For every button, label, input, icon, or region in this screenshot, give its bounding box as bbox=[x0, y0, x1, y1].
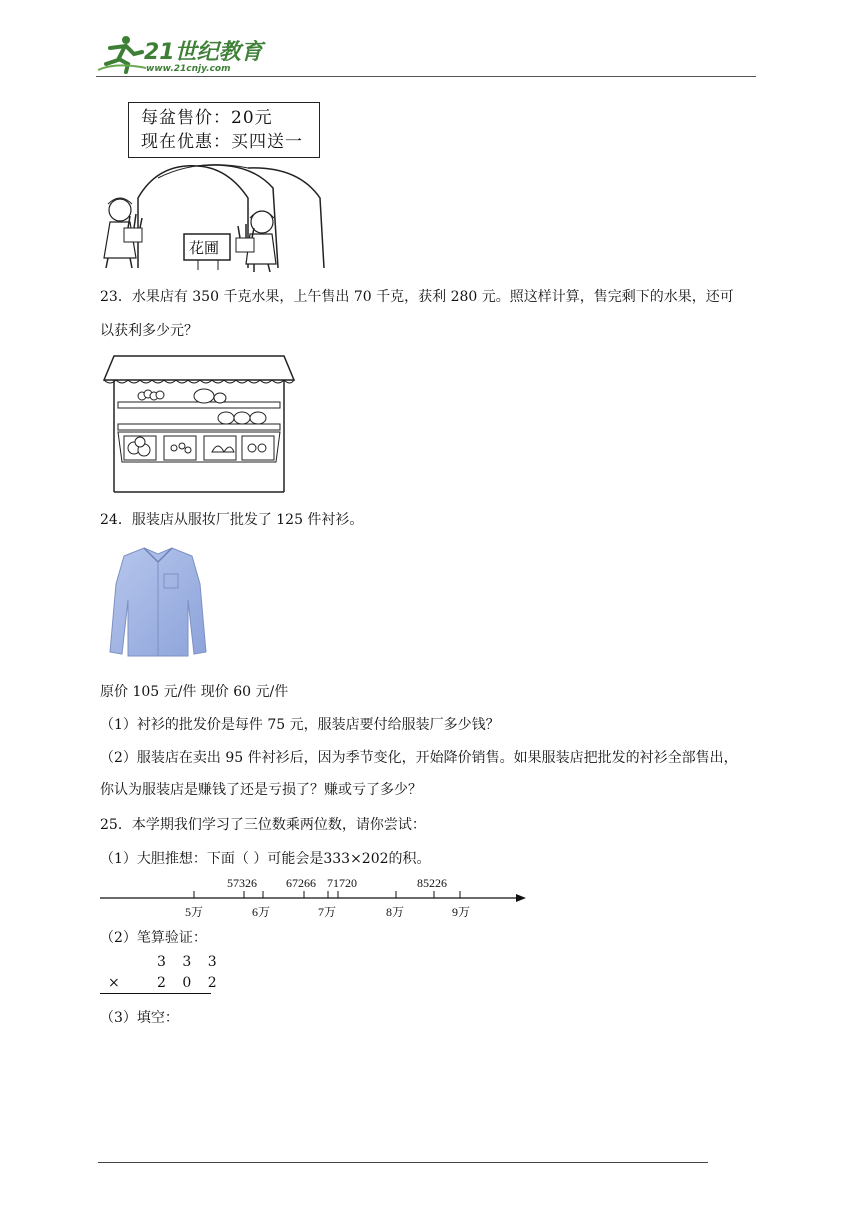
times-sign: × bbox=[108, 975, 126, 991]
flower-garden-illustration bbox=[98, 158, 330, 276]
number-line-tick-7wan: 7万 bbox=[318, 905, 337, 919]
multiplier: 2 0 2 bbox=[157, 975, 223, 991]
multiplicand: 3 3 3 bbox=[157, 954, 223, 970]
number-line-label-71720: 71720 bbox=[327, 876, 357, 890]
number-line-tick-9wan: 9万 bbox=[452, 905, 471, 919]
arrow-right-icon bbox=[516, 894, 526, 902]
shirt-illustration bbox=[106, 544, 210, 658]
q24-sub2-line1: （2）服装店在卖出 95 件衬衫后，因为季节变化，开始降价销售。如果服装店把批发的衬衫全部售出， bbox=[100, 750, 738, 766]
fruit-stand-illustration bbox=[100, 352, 296, 494]
q24-title: 24．服装店从服妆厂批发了 125 件衬衫。 bbox=[100, 512, 364, 528]
q24-price: 原价 105 元/件 现价 60 元/件 bbox=[100, 684, 289, 700]
multiplication-rule bbox=[100, 993, 211, 994]
q23-line1: 23．水果店有 350 千克水果，上午售出 70 千克，获利 280 元。照这样计算，售完剩下的水果，还可 bbox=[100, 289, 734, 305]
number-line-label-67266: 67266 bbox=[286, 876, 316, 890]
header-rule bbox=[96, 76, 756, 77]
number-line-tick-6wan: 6万 bbox=[252, 905, 271, 919]
q23-line2: 以获利多少元？ bbox=[100, 323, 198, 339]
number-line-tick-8wan: 8万 bbox=[386, 905, 405, 919]
q25-sub2: （2）笔算验证： bbox=[100, 930, 207, 946]
q25-title: 25．本学期我们学习了三位数乘两位数，请你尝试： bbox=[100, 817, 426, 833]
q24-sub2-line2: 你认为服装店是赚钱了还是亏损了？赚或亏了多少？ bbox=[100, 782, 422, 798]
number-line-label-57326: 57326 bbox=[227, 876, 257, 890]
garden-label: 花圃 bbox=[189, 239, 220, 257]
q24-sub1: （1）衬衫的批发价是每件 75 元，服装店要付给服装厂多少钱？ bbox=[100, 717, 500, 733]
header-logo bbox=[96, 34, 266, 76]
price-sign-line2: 现在优惠：买四送一 bbox=[141, 132, 303, 152]
price-sign-line1: 每盆售价：20元 bbox=[141, 108, 273, 128]
q25-sub1: （1）大胆推想：下面（ ）可能会是333×202的积。 bbox=[100, 851, 431, 867]
logo-title: 21世纪教育 bbox=[144, 40, 263, 65]
price-sign bbox=[128, 102, 320, 158]
footer-rule bbox=[98, 1162, 708, 1163]
number-line-label-85226: 85226 bbox=[417, 876, 447, 890]
logo-url: www.21cnjy.com bbox=[146, 64, 231, 74]
number-line-tick-5wan: 5万 bbox=[185, 905, 204, 919]
q25-sub3: （3）填空： bbox=[100, 1010, 179, 1026]
runner-logo-icon bbox=[96, 34, 148, 74]
